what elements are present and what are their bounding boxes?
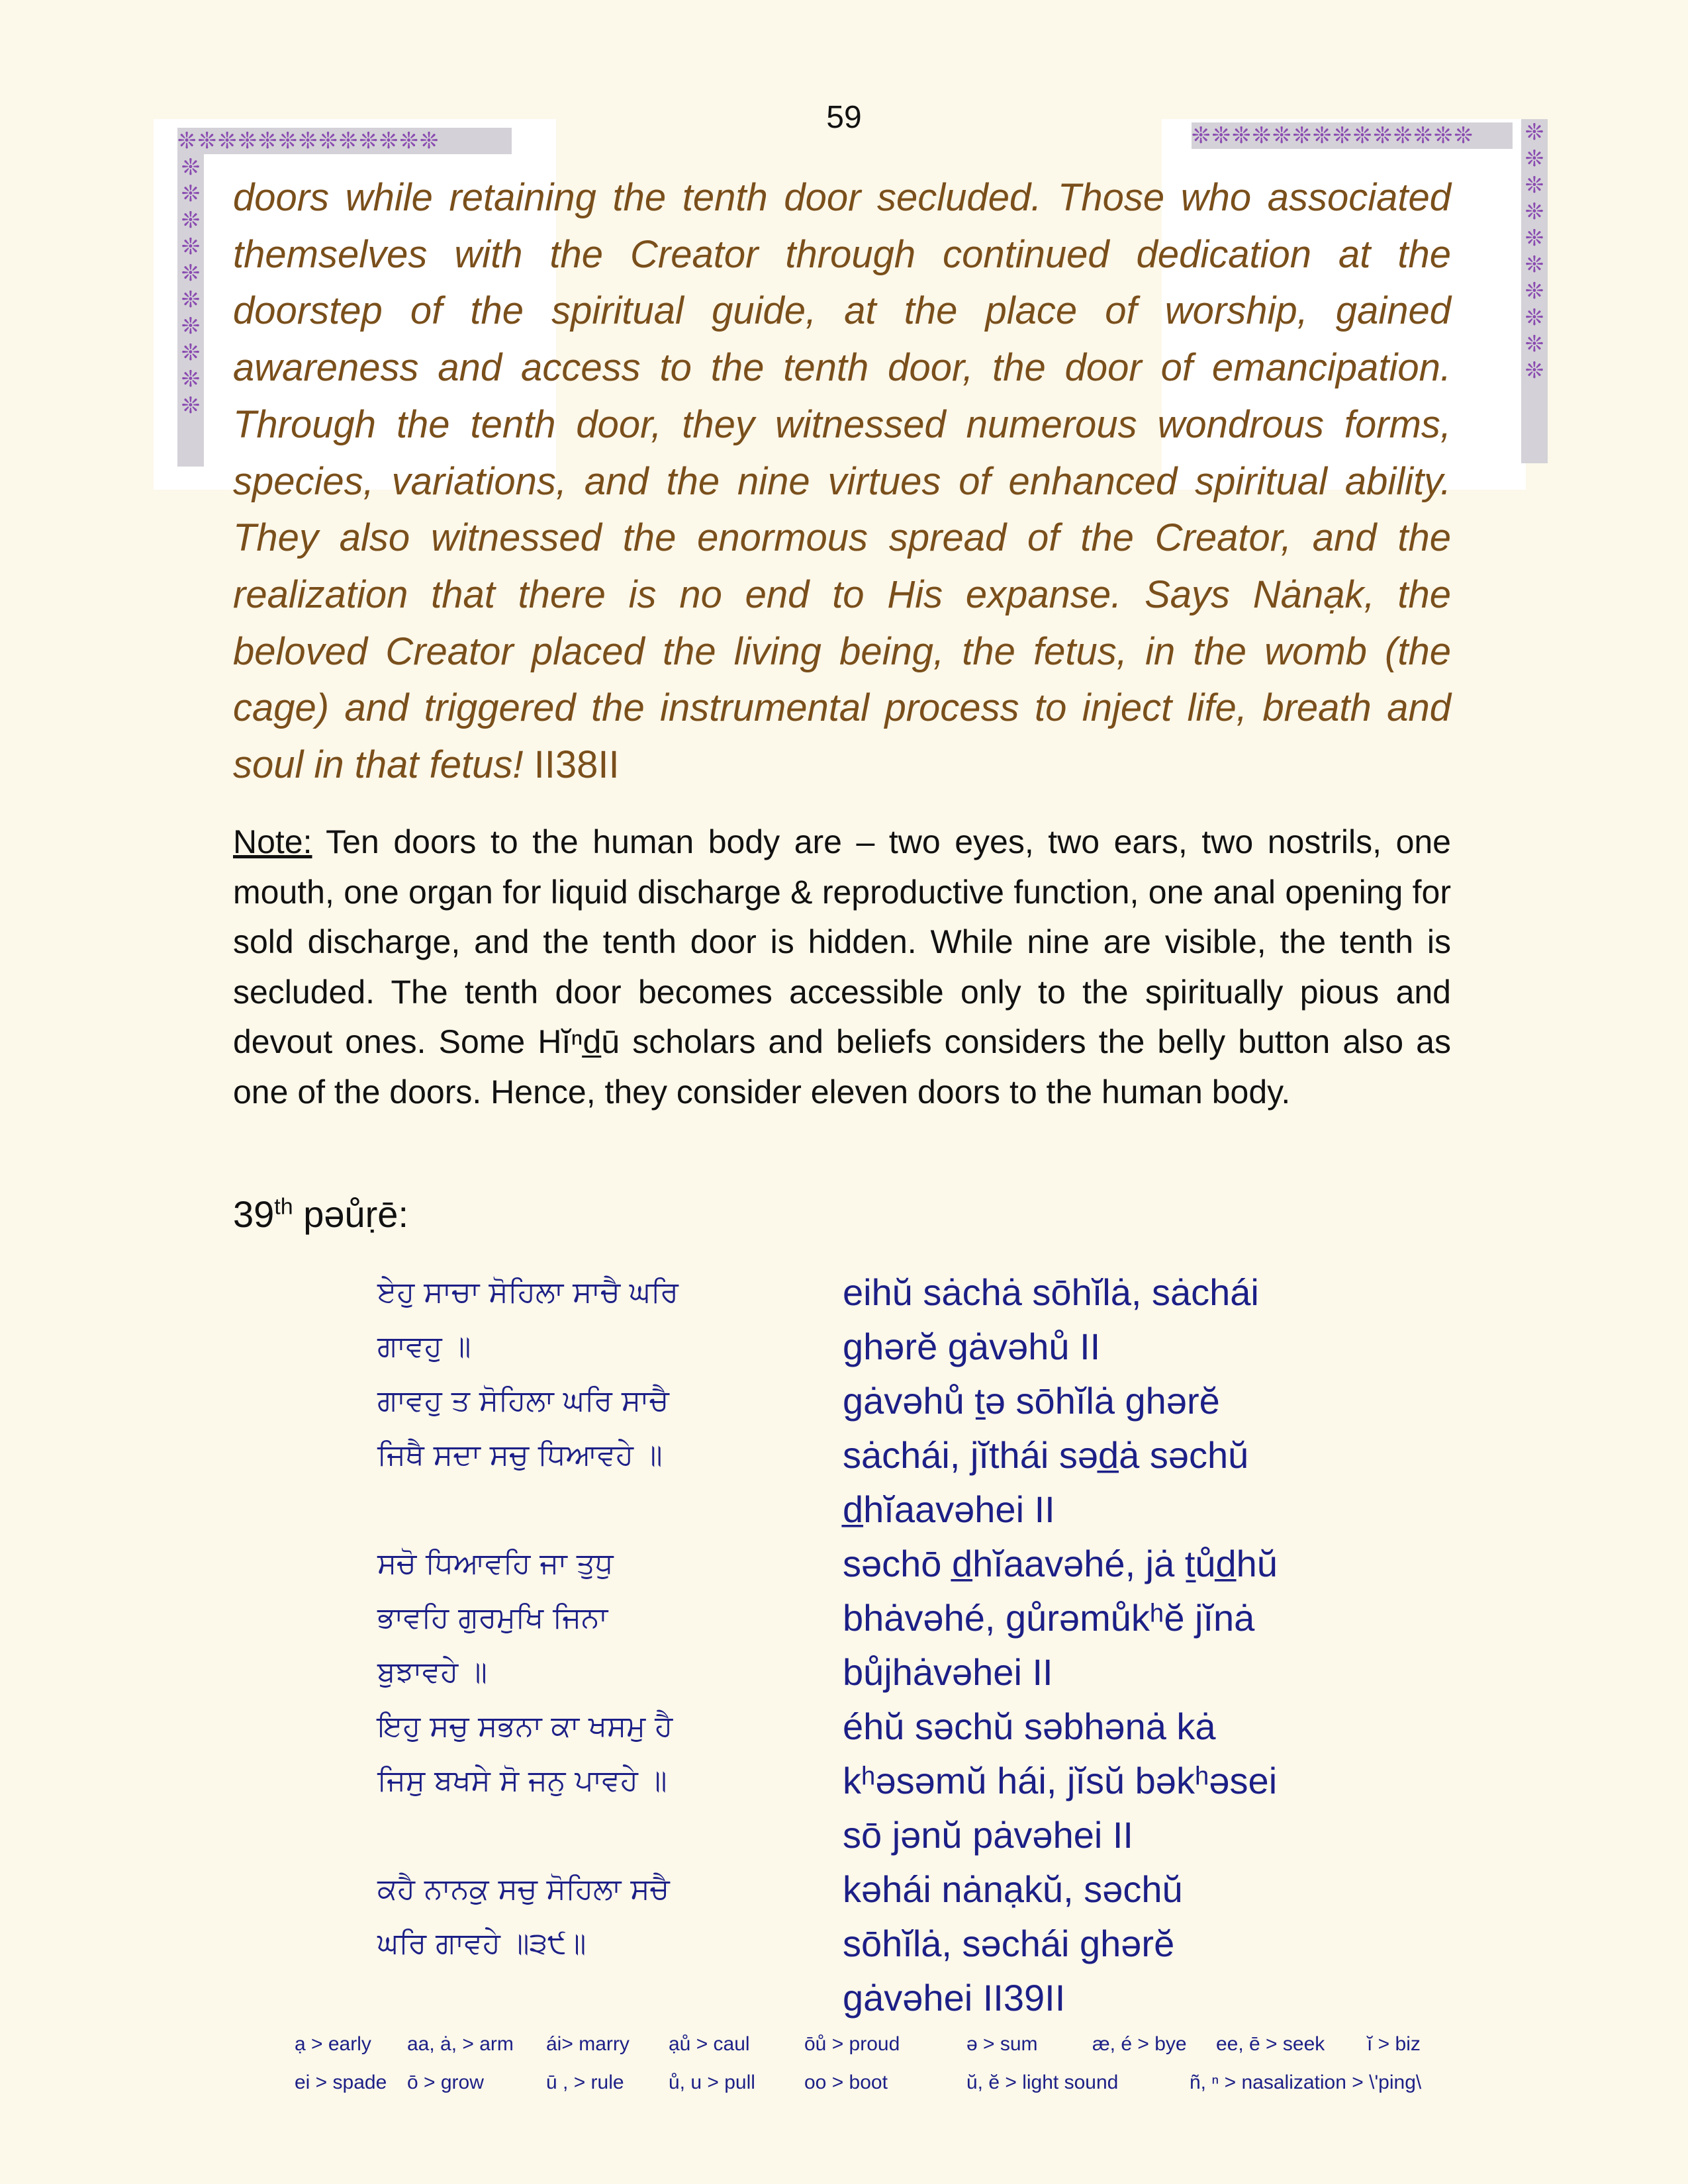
gurmukhi-line: ਕਹੈ ਨਾਨਕੁ ਸਚੁ ਸੋਹਿਲਾ ਸਚੈ — [377, 1872, 670, 1906]
key-entry: ạů > caul — [669, 2033, 750, 2055]
key-entry: ạ > early — [295, 2033, 371, 2055]
transliteration-line: bůjhȧvəhei II — [843, 1651, 1053, 1693]
pauri-ordinal-suffix: th — [274, 1194, 293, 1220]
key-entry: ei > spade — [295, 2071, 387, 2093]
ornament-row-left: ❊❊❊❊❊❊❊❊❊❊❊❊❊ — [177, 128, 512, 154]
key-entry: oo > boot — [804, 2071, 888, 2093]
note-paragraph — [233, 817, 1451, 1117]
transliteration-line: ghərĕ gȧvəhů II — [843, 1326, 1101, 1367]
note-text: Ten doors to the human body are – two eyes, two ears, two nostrils, one mouth, one organ for liquid discharge & reproductive function, one anal opening for sold discharge, and the tenth door is hidden. While nine are visible, the tenth is secluded. The tenth door becomes accessible only to the spiritually pious and devout ones. Some Hĭⁿd̲ū scholars and beliefs considers the belly button also as one of the doors. Hence, they consider eleven doors to the human body. — [233, 823, 1451, 1111]
stanza-gap — [377, 1808, 801, 1862]
key-entry: ái> marry — [546, 2033, 630, 2055]
ornament-column-left: ❊❊❊❊❊❊❊❊❊❊ — [177, 154, 204, 467]
gurmukhi-line: ਘਰਿ ਗਾਵਹੇ ॥੩੯॥ — [377, 1927, 586, 1960]
pauri-label: pəůṛē: — [293, 1193, 408, 1235]
gurmukhi-line: ਗਾਵਹੁ ॥ — [377, 1330, 471, 1363]
transliteration-line: sō jənŭ pȧvəhei II — [843, 1814, 1133, 1856]
transliteration-line: sōhĭlȧ, səchái ghərĕ — [843, 1923, 1175, 1964]
gurmukhi-line: ਇਹੁ ਸਚੁ ਸਭਨਾ ਕਾ ਖਸਮੁ ਹੈ — [377, 1709, 673, 1743]
gurmukhi-line: ਗਾਵਹੁ ਤ ਸੋਹਿਲਾ ਘਰਿ ਸਾਚੈ — [377, 1384, 669, 1418]
transliteration-line: éhŭ səchŭ səbhənȧ kȧ — [843, 1706, 1216, 1747]
gurmukhi-line: ਭਾਵਹਿ ਗੁਰਮੁਖਿ ਜਿਨਾ — [377, 1601, 608, 1635]
verse-end-marker: II38II — [523, 743, 620, 787]
transliteration-column — [843, 1265, 1319, 2025]
key-entry: ů, u > pull — [669, 2071, 755, 2093]
note-label: Note: — [233, 823, 312, 860]
transliteration-line: eihŭ sȧchȧ sōhĭlȧ, sȧchái — [843, 1271, 1259, 1313]
transliteration-line: gȧvəhei II39II — [843, 1977, 1066, 2019]
commentary-paragraph — [233, 169, 1451, 794]
transliteration-line: bhȧvəhé, gůrəmůkʰĕ jĭnȧ — [843, 1597, 1255, 1639]
pauri-heading — [233, 1193, 408, 1236]
stanza-gap — [377, 1482, 801, 1537]
gurmukhi-verse-column — [377, 1265, 801, 1971]
gurmukhi-line: ਏਹੁ ਸਾਚਾ ਸੋਹਿਲਾ ਸਾਚੈ ਘਰਿ — [377, 1275, 679, 1309]
transliteration-line: kəhái nȧnạkŭ, səchŭ — [843, 1868, 1183, 1910]
gurmukhi-line: ਸਚੋ ਧਿਆਵਹਿ ਜਾ ਤੁਧੁ — [377, 1547, 614, 1580]
transliteration-line: gȧvəhů ṯə sōhĭlȧ ghərĕ — [843, 1380, 1220, 1422]
page-number: 59 — [826, 100, 862, 135]
key-entry: aa, ȧ, > arm — [407, 2033, 514, 2055]
ornament-row-right: ❊❊❊❊❊❊❊❊❊❊❊❊❊❊ — [1192, 122, 1513, 149]
key-entry: ə > sum — [966, 2033, 1038, 2055]
transliteration-line: sȧchái, jĭthái səd̲ȧ səchŭ — [843, 1434, 1249, 1476]
pauri-number: 39 — [233, 1193, 275, 1235]
key-entry: ĭ > biz — [1367, 2033, 1421, 2055]
transliteration-line: d̲hĭaavəhei II — [843, 1488, 1055, 1530]
ornament-column-right: ❊❊❊❊❊❊❊❊❊❊ — [1521, 119, 1548, 463]
key-entry: ŭ, ĕ > light sound — [966, 2071, 1119, 2093]
gurmukhi-line: ਬੁਝਾਵਹੇ ॥ — [377, 1655, 487, 1689]
transliteration-line: kʰəsəmŭ hái, jĭsŭ bəkʰəsei — [843, 1760, 1278, 1801]
commentary-text: doors while retaining the tenth door secluded. Those who associated themselves with the Creator through continued dedication at the doorstep of the spiritual guide, at the place of worship, gained awareness and access to the tenth door, the door of emancipation. Through the tenth door, they witnessed numerous wondrous forms, species, variations, and the nine virtues of enhanced spiritual ability. They also witnessed the enormous spread of the Creator, and the realization that there is no end to His expanse. Says Nȧnạk, the beloved Creator placed the living being, the fetus, in the womb (the cage) and triggered the instrumental process to inject life, breath and soul in that fetus! — [233, 176, 1451, 787]
transliteration-line: səchō d̲hĭaavəhé, jȧ ṯůd̲hŭ — [843, 1543, 1278, 1584]
key-entry: ū , > rule — [546, 2071, 624, 2093]
key-entry: æ, é > bye — [1092, 2033, 1187, 2055]
key-entry: ee, ē > seek — [1216, 2033, 1325, 2055]
key-entry: ñ, ⁿ > nasalization > \'ping\ — [1190, 2071, 1422, 2093]
key-entry: ō > grow — [407, 2071, 484, 2093]
gurmukhi-line: ਜਿਸੁ ਬਖਸੇ ਸੋ ਜਨੁ ਪਾਵਹੇ ॥ — [377, 1764, 667, 1797]
gurmukhi-line: ਜਿਥੈ ਸਦਾ ਸਚੁ ਧਿਆਵਹੇ ॥ — [377, 1438, 663, 1472]
key-entry: ōů > proud — [804, 2033, 900, 2055]
